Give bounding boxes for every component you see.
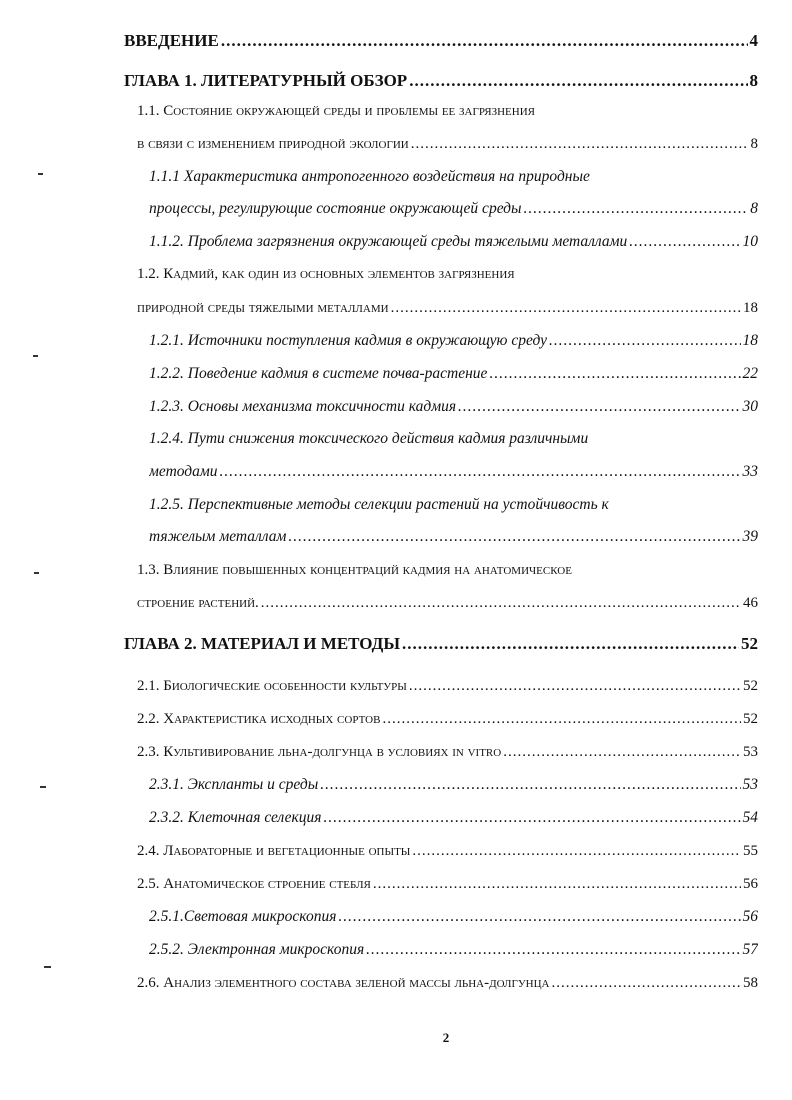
toc-entry-2-4[interactable] (137, 838, 758, 864)
toc-entry-page: 56 (742, 908, 758, 925)
toc-entry-page: 30 (742, 398, 758, 415)
toc-entry-title: 2.3. Культивирование льна-долгунца в условиях in vitro (137, 744, 502, 760)
toc-entry-1-2[interactable] (137, 295, 758, 321)
toc-entry-2-1[interactable] (137, 673, 758, 699)
toc-entry-title: тяжелым металлам (149, 528, 287, 545)
toc-entry-2-5[interactable] (137, 871, 758, 897)
toc-entry-2-6[interactable] (137, 970, 758, 996)
toc-entry-chapter-2[interactable] (124, 631, 758, 657)
leader-dots (551, 970, 741, 996)
toc-entry-1-2-3[interactable] (149, 394, 758, 420)
toc-entry-page: 10 (742, 233, 758, 250)
toc-entry-1-2-4-line1[interactable]: 1.2.4. Пути снижения токсического действия кадмия различными (149, 430, 589, 447)
scan-mark (33, 355, 38, 357)
toc-entry-page: 8 (750, 136, 758, 152)
toc-entry-title: 2.3.2. Клеточная селекция (149, 809, 322, 826)
toc-entry-title: методами (149, 463, 218, 480)
toc-entry-title: ВВЕДЕНИЕ (124, 31, 219, 50)
leader-dots (220, 459, 741, 485)
toc-entry-title: в связи с изменением природной экологии (137, 136, 409, 152)
toc-entry-2-3-1[interactable] (149, 772, 758, 798)
toc-entry-page: 46 (743, 595, 758, 611)
scan-mark (40, 786, 46, 788)
toc-entry-2-2[interactable] (137, 706, 758, 732)
toc-entry-title: процессы, регулирующие состояние окружающей среды (149, 200, 522, 217)
leader-dots (458, 394, 740, 420)
toc-entry-title: 2.4. Лабораторные и вегетационные опыты (137, 843, 411, 859)
toc-entry-1-2-5-line1[interactable]: 1.2.5. Перспективные методы селекции растений на устойчивость к (149, 496, 609, 513)
toc-entry-2-5-1[interactable] (149, 904, 758, 930)
leader-dots (409, 68, 747, 94)
toc-entry-title: 1.2.1. Источники поступления кадмия в окружающую среду (149, 332, 547, 349)
toc-entry-2-3[interactable] (137, 739, 758, 765)
leader-dots (288, 524, 740, 550)
toc-entry-title: 2.1. Биологические особенности культуры (137, 678, 407, 694)
toc-entry-title: 2.5.2. Электронная микроскопия (149, 941, 365, 958)
toc-entry-page: 58 (743, 975, 758, 991)
toc-entry-1-1-line1[interactable]: 1.1. Состояние окружающей среды и проблемы ее загрязнения (137, 103, 535, 119)
toc-entry-1-1[interactable] (137, 131, 758, 157)
toc-entry-title: 2.5. Анатомическое строение стебля (137, 876, 371, 892)
toc-entry-page: 22 (742, 365, 758, 382)
toc-entry-page: 18 (742, 332, 758, 349)
scan-mark (34, 572, 39, 574)
toc-entry-1-2-5[interactable] (149, 524, 758, 550)
leader-dots (411, 131, 749, 157)
toc-entry-1-2-line1[interactable]: 1.2. Кадмий, как один из основных элементов загрязнения (137, 266, 515, 282)
toc-entry-page: 8 (749, 71, 758, 90)
toc-entry-page: 4 (749, 31, 758, 50)
leader-dots (629, 229, 740, 255)
toc-entry-page: 18 (743, 300, 758, 316)
toc-entry-page: 33 (742, 463, 758, 480)
leader-dots (409, 673, 741, 699)
leader-dots (221, 28, 748, 54)
toc-entry-1-3-line1[interactable]: 1.3. Влияние повышенных концентраций кадмия на анатомическое (137, 562, 572, 578)
leader-dots (261, 590, 741, 616)
toc-entry-title: 2.3.1. Экспланты и среды (149, 776, 319, 793)
leader-dots (323, 805, 740, 831)
toc-entry-1-2-4[interactable] (149, 459, 758, 485)
toc-entry-1-2-1[interactable] (149, 328, 758, 354)
leader-dots (373, 871, 741, 897)
leader-dots (503, 739, 741, 765)
toc-entry-intro[interactable] (124, 28, 758, 54)
leader-dots (338, 904, 740, 930)
toc-entry-page: 39 (742, 528, 758, 545)
toc-entry-1-2-2[interactable] (149, 361, 758, 387)
toc-entry-title: природной среды тяжелыми металлами (137, 300, 389, 316)
toc-entry-title: ГЛАВА 2. МАТЕРИАЛ И МЕТОДЫ (124, 634, 401, 653)
toc-entry-page: 52 (743, 678, 758, 694)
toc-entry-page: 53 (743, 744, 758, 760)
scan-mark (38, 173, 43, 175)
toc-entry-1-1-1[interactable] (149, 196, 758, 222)
toc-entry-page: 8 (750, 200, 758, 217)
toc-entry-title: 1.1.2. Проблема загрязнения окружающей среды тяжелыми металлами (149, 233, 628, 250)
toc-entry-title: 1.2.3. Основы механизма токсичности кадмия (149, 398, 457, 415)
leader-dots (412, 838, 741, 864)
toc-entry-1-3[interactable] (137, 590, 758, 616)
toc-entry-title: 2.5.1.Световая микроскопия (149, 908, 337, 925)
toc-entry-chapter-1[interactable] (124, 68, 758, 94)
scan-mark (44, 966, 51, 968)
toc-entry-title: строение растений. (137, 595, 259, 611)
leader-dots (382, 706, 741, 732)
toc-entry-title: 2.6. Анализ элементного состава зеленой массы льна-долгунца (137, 975, 550, 991)
toc-entry-page: 53 (742, 776, 758, 793)
toc-entry-1-1-1-line1[interactable]: 1.1.1 Характеристика антропогенного воздействия на природные (149, 168, 590, 185)
leader-dots (524, 196, 749, 222)
toc-entry-2-5-2[interactable] (149, 937, 758, 963)
leader-dots (366, 937, 740, 963)
toc-entry-1-1-2[interactable] (149, 229, 758, 255)
toc-entry-page: 52 (743, 711, 758, 727)
toc-entry-title: 1.2.2. Поведение кадмия в системе почва-растение (149, 365, 488, 382)
toc-entry-page: 52 (741, 634, 758, 653)
toc-entry-page: 56 (743, 876, 758, 892)
leader-dots (489, 361, 740, 387)
toc-entry-page: 57 (742, 941, 758, 958)
page-number: 2 (442, 1030, 450, 1045)
leader-dots (402, 631, 739, 657)
leader-dots (320, 772, 740, 798)
toc-entry-page: 55 (743, 843, 758, 859)
toc-entry-2-3-2[interactable] (149, 805, 758, 831)
leader-dots (391, 295, 741, 321)
toc-entry-title: 2.2. Характеристика исходных сортов (137, 711, 381, 727)
toc-entry-page: 54 (742, 809, 758, 826)
leader-dots (549, 328, 741, 354)
toc-entry-title: ГЛАВА 1. ЛИТЕРАТУРНЫЙ ОБЗОР (124, 71, 408, 90)
